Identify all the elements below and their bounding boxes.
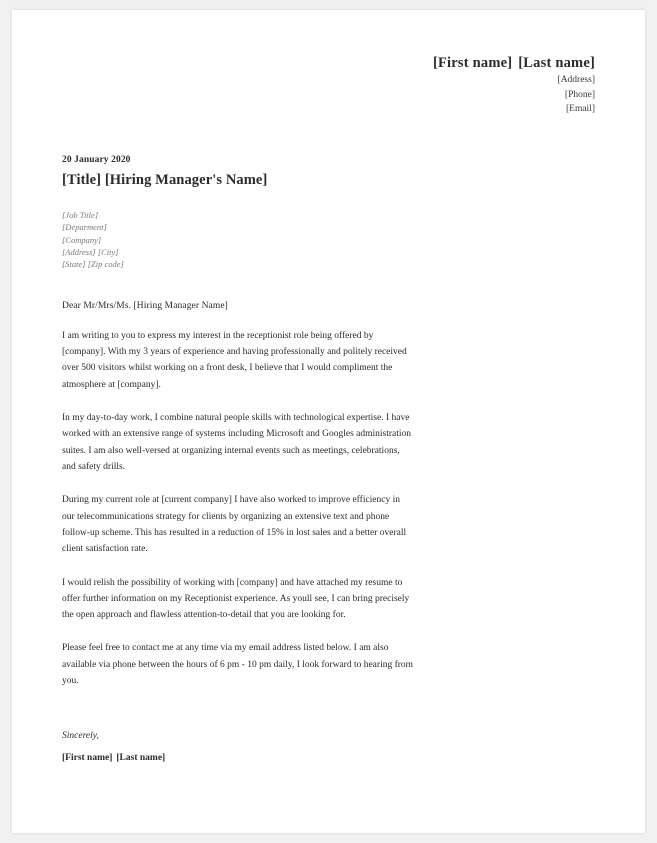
closing-line: Sincerely, <box>62 731 99 742</box>
recipient-address-city: [Address] [City] <box>62 246 119 257</box>
body-paragraph-3: During my current role at [current company] I have also worked to improve efficiency in our telecommunications strategy for clients by organizing an extensive text and phone follow-up scheme. This has resulted in a reduction of 15% in lost sales and a better overall client satisfaction rate. <box>62 495 407 555</box>
signature-first-name: [First name] <box>62 753 113 764</box>
sender-email: [Email] <box>565 104 595 115</box>
sender-address: [Address] <box>557 74 595 85</box>
sender-block <box>62 54 595 117</box>
body-paragraph-5: Please feel free to contact me at any time via my email address listed below. I am also available via phone between the hours of 6 pm - 10 pm daily, I look forward to hearing from you. <box>62 643 414 687</box>
signature-name <box>62 753 595 763</box>
sender-name <box>62 54 595 73</box>
signature-last-name: [Last name] <box>116 753 166 764</box>
body-paragraph-2: In my day-to-day work, I combine natural people skills with technological expertise. I have worked with an extensive range of systems including Microsoft and Googles administration suites. I am also well-versed at organizing internal events such as meetings, celebrations, and safety drills. <box>62 412 412 472</box>
recipient-state-zip: [State] [Zip code] <box>62 259 124 270</box>
sender-first-name: [First name] <box>432 55 513 71</box>
sender-phone: [Phone] <box>564 89 595 100</box>
body-paragraph-1: I am writing to you to express my interest in the receptionist role being offered by [company]. With my 3 years of experience and having professionally and politely received over 500 visitors whilst working on a front desk, I believe that I would compliment the atmosphere at [company]. <box>62 330 407 390</box>
letter-page <box>12 10 645 833</box>
body-paragraph-4: I would relish the possibility of working with [company] and have attached my resume to offer further information on my Receptionist experience. As youll see, I can bring precisely the open approach and flawless attention-to-detail that you are looking for. <box>62 577 410 621</box>
addressee-title: [Title] [Hiring Manager's Name] <box>62 172 268 188</box>
recipient-job-title: [Job Title] <box>62 210 99 220</box>
letter-content <box>62 46 595 763</box>
sender-last-name: [Last name] <box>518 55 595 71</box>
recipient-company: [Company] <box>62 234 102 245</box>
letter-date: 20 January 2020 <box>62 155 131 165</box>
recipient-block <box>62 209 595 271</box>
salutation: Dear Mr/Mrs/Ms. [Hiring Manager Name] <box>62 300 228 311</box>
recipient-department: [Deparment] <box>62 222 107 233</box>
